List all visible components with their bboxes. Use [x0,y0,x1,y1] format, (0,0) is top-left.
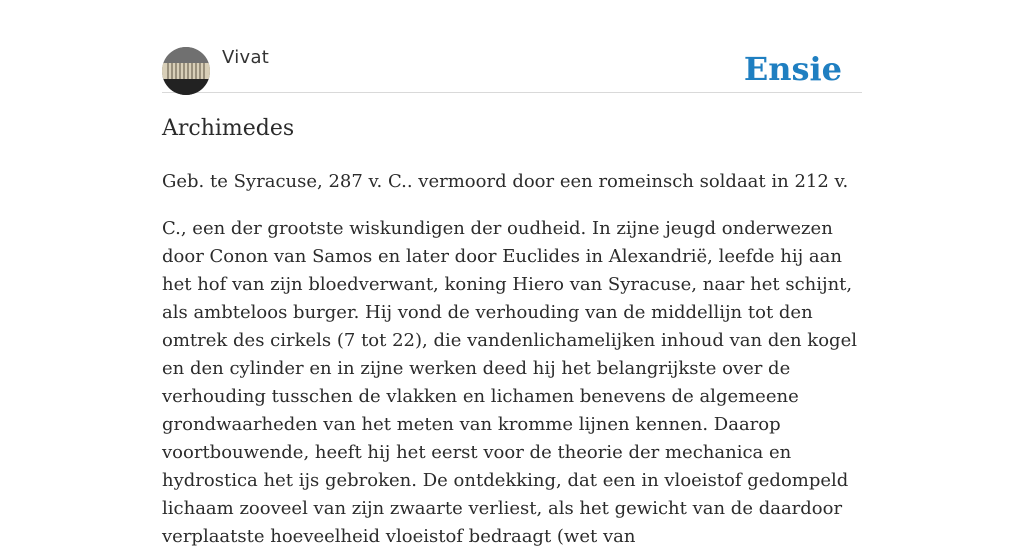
article-page [162,0,862,547]
source-name[interactable]: Vivat [222,47,270,68]
article-paragraph: Geb. te Syracuse, 287 v. C.. vermoord door een romeinsch soldaat in 212 v. [162,171,849,192]
article-header [162,0,862,93]
source-avatar[interactable] [162,47,210,95]
article-paragraph: C., een der grootste wiskundigen der oudheid. In zijne jeugd onderwezen door Conon van Samos en later door Euclides in Alexandrië, leefde hij aan het hof van zijn bloedverwant, koning Hiero van Syracuse, naar het schijnt, als ambteloos burger. Hij vond de verhouding van de middellijn tot den omtrek des cirkels (7 tot 22), die vandenlichamelijken inhoud van den kogel en den cylinder en in zijne werken deed hij het belangrijkste over de verhouding tusschen de vlakken en lichamen benevens de algemeene grondwaarheden van het meten van kromme lijnen kennen. Daarop voortbouwende, heeft hij het eerst voor de theorie der mechanica en hydrostica het ijs gebroken. De ontdekking, dat een in vloeistof gedompeld lichaam zooveel van zijn zwaarte verliest, als het gewicht van de daardoor verplaatste hoeveelheid vloeistof bedraagt (wet van [162,218,857,547]
brand-logo[interactable]: Ensie [743,50,842,88]
article-title: Archimedes [162,116,295,141]
books-image-icon [162,47,210,95]
